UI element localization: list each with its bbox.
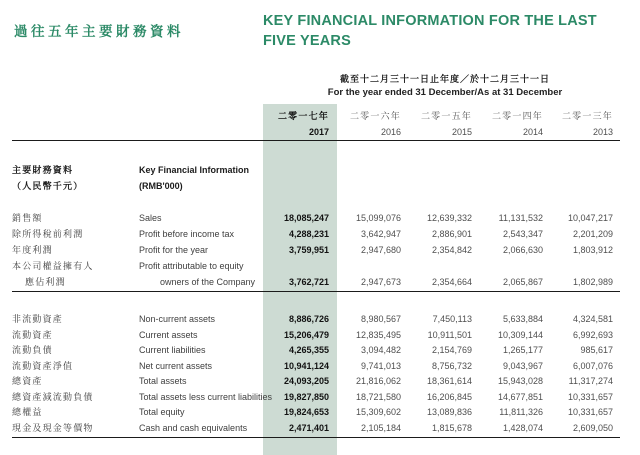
row-label-en: Current assets [139,329,198,340]
value-2013: 4,324,581 [572,314,613,325]
value-2015: 2,886,901 [431,228,472,239]
table-header-en-line2: (RMB'000) [139,180,183,191]
row-label-en: Total assets [139,376,187,387]
table-row [12,374,613,390]
row-label-en: owners of the Company [160,276,256,287]
value-2015: 10,911,501 [427,329,472,340]
value-2014: 14,677,851 [497,391,543,402]
row-label-zh: 現金及現金等價物 [12,422,94,433]
period-heading-chinese: 截至十二月三十一日止年度／於十二月三十一日 [339,74,550,84]
year-label-num-2015: 2015 [451,127,472,138]
value-2013: 10,331,657 [567,407,613,418]
value-2017: 4,288,231 [288,228,329,239]
value-2015: 12,639,332 [426,212,472,223]
value-2013: 1,803,912 [572,244,613,255]
table-row [12,242,613,258]
table-header-zh-line1: 主要財務資料 [12,164,74,175]
value-2015: 2,154,769 [431,345,472,356]
table-header-row [12,162,613,178]
year-header-row [12,125,613,142]
value-2017: 19,827,850 [283,391,329,402]
value-2015: 1,815,678 [431,422,472,433]
value-2015: 16,206,845 [426,391,472,402]
value-2017: 19,824,653 [283,407,329,418]
table-row [12,390,613,406]
value-2015: 18,361,614 [426,376,472,387]
row-label-zh: 流動資產淨值 [12,360,74,371]
table-header-block [12,162,613,194]
value-2015: 8,756,732 [431,360,472,371]
value-2016: 15,309,602 [355,407,401,418]
value-2016: 21,816,062 [355,376,401,387]
row-label-zh: 除所得稅前利潤 [12,228,84,239]
year-label-zh-2016: 二零一六年 [349,110,401,121]
value-2015: 13,089,836 [426,407,472,418]
value-2017: 4,265,355 [288,345,329,356]
table-row [12,210,613,226]
year-label-num-2017: 2017 [308,127,329,138]
row-label-en: Profit before income tax [139,228,235,239]
value-2017: 3,759,951 [288,244,329,255]
table-header-en-line1: Key Financial Information [139,164,250,175]
value-2015: 2,354,664 [431,276,472,287]
row-label-zh: 年度利潤 [12,244,53,255]
table-row [12,421,613,437]
value-2013: 6,992,693 [572,329,613,340]
period-heading-english: For the year ended 31 December/As at 31 December [327,87,563,98]
value-2017: 10,941,124 [283,360,329,371]
table-row [12,274,613,290]
value-2017: 2,471,401 [288,422,329,433]
row-label-zh: 流動負債 [12,345,53,356]
value-2017: 3,762,721 [288,276,329,287]
value-2014: 15,943,028 [497,376,543,387]
table-row [12,312,613,328]
table-header-zh-line2: （人民幣千元） [12,180,84,191]
table-row [12,258,613,274]
value-2014: 5,633,884 [502,314,543,325]
row-label-zh: 總權益 [12,407,43,418]
table-row [12,343,613,359]
value-2016: 3,642,947 [360,228,401,239]
row-label-zh: 應佔利潤 [25,276,66,287]
table-rule-bottom [12,437,620,438]
year-label-num-2013: 2013 [592,127,613,138]
table-header-row [12,178,613,194]
value-2014: 10,309,144 [497,329,543,340]
value-2016: 9,741,013 [360,360,401,371]
value-2014: 2,543,347 [502,228,543,239]
value-2014: 2,065,867 [502,276,543,287]
value-2016: 2,947,673 [360,276,401,287]
table-rule-middle [12,291,620,292]
row-label-zh: 流動資產 [12,329,53,340]
balance-sheet-section [12,312,613,436]
value-2015: 2,354,842 [431,244,472,255]
value-2014: 1,265,177 [502,345,543,356]
table-row [12,328,613,344]
row-label-en: Profit attributable to equity [139,260,244,271]
value-2013: 985,617 [580,345,613,356]
value-2014: 2,066,630 [502,244,543,255]
row-label-en: Profit for the year [139,244,209,255]
value-2013: 2,201,209 [572,228,613,239]
row-label-en: Current liabilities [139,345,206,356]
year-label-zh-2013: 二零一三年 [561,110,613,121]
table-row [12,359,613,375]
value-2016: 8,980,567 [360,314,401,325]
value-2013: 10,047,217 [567,212,613,223]
row-label-en: Net current assets [139,360,213,371]
value-2014: 1,428,074 [502,422,543,433]
year-label-num-2016: 2016 [380,127,401,138]
value-2013: 11,317,274 [568,376,613,387]
row-label-en: Non-current assets [139,314,216,325]
value-2013: 2,609,050 [572,422,613,433]
value-2016: 15,099,076 [355,212,401,223]
value-2013: 10,331,657 [567,391,613,402]
row-label-zh: 總資產 [12,376,43,387]
row-label-en: Cash and cash equivalents [139,422,248,433]
table-row [12,226,613,242]
value-2013: 6,007,076 [572,360,613,371]
value-2014: 11,131,532 [498,212,543,223]
row-label-en: Total assets less current liabilities [139,391,273,402]
table-row [12,405,613,421]
value-2017: 24,093,205 [283,376,329,387]
value-2017: 15,206,479 [283,329,329,340]
year-label-num-2014: 2014 [522,127,543,138]
row-label-en: Total equity [139,407,185,418]
year-header-block [12,108,613,141]
row-label-en: Sales [139,212,162,223]
year-label-zh-2017: 二零一七年 [277,110,329,121]
year-header-row [12,108,613,125]
value-2014: 11,811,326 [499,407,543,418]
value-2016: 2,947,680 [360,244,401,255]
year-label-zh-2014: 二零一四年 [491,110,543,121]
value-2016: 2,105,184 [360,422,401,433]
value-2016: 12,835,495 [355,329,401,340]
value-2016: 18,721,580 [355,391,401,402]
row-label-zh: 銷售額 [12,212,43,223]
row-label-zh: 非流動資產 [12,314,64,325]
page-title-english: KEY FINANCIAL INFORMATION FOR THE LAST FIVE YEARS [263,13,597,49]
value-2017: 18,085,247 [283,212,329,223]
value-2014: 9,043,967 [502,360,543,371]
row-label-zh: 總資產減流動負債 [12,391,94,402]
year-label-zh-2015: 二零一五年 [420,110,472,121]
value-2016: 3,094,482 [360,345,401,356]
value-2017: 8,886,726 [288,314,329,325]
value-2013: 1,802,989 [572,276,613,287]
row-label-zh: 本公司權益擁有人 [12,260,94,271]
value-2015: 7,450,113 [432,314,472,325]
page-title-chinese: 過往五年主要財務資料 [14,24,184,39]
income-statement-section [12,210,613,290]
